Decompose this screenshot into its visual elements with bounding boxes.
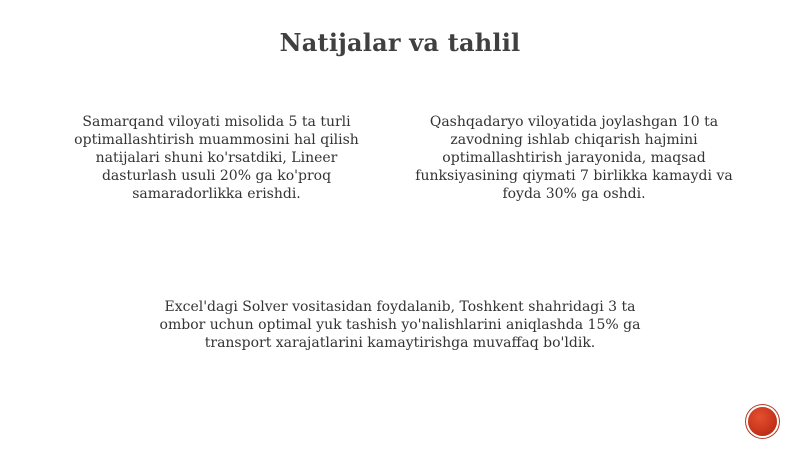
- result-text-samarqand: Samarqand viloyati misolida 5 ta turli optimallashtirish muammosini hal qilish natijalari shuni ko'rsatdiki, Lineer dasturlash usuli 20% ga ko'proq samaradorlikka erishdi.: [74, 114, 359, 202]
- result-text-qashqadaryo: Qashqadaryo viloyatida joylashgan 10 ta zavodning ishlab chiqarish hajmini optimallashtirish jarayonida, maqsad funksiyasining qiymati 7 birlikka kamaydi va foyda 30% ga oshdi.: [415, 114, 733, 202]
- slide-nav-button[interactable]: [748, 407, 777, 436]
- slide-title: Natijalar va tahlil: [279, 28, 521, 57]
- result-text-toshkent: Excel'dagi Solver vositasidan foydalanib, Toshkent shahridagi 3 ta ombor uchun optimal yuk tashish yo'nalishlarini aniqlashda 15% ga transport xarajatlarini kamaytirishga muvaffaq bo'ldik.: [159, 299, 641, 351]
